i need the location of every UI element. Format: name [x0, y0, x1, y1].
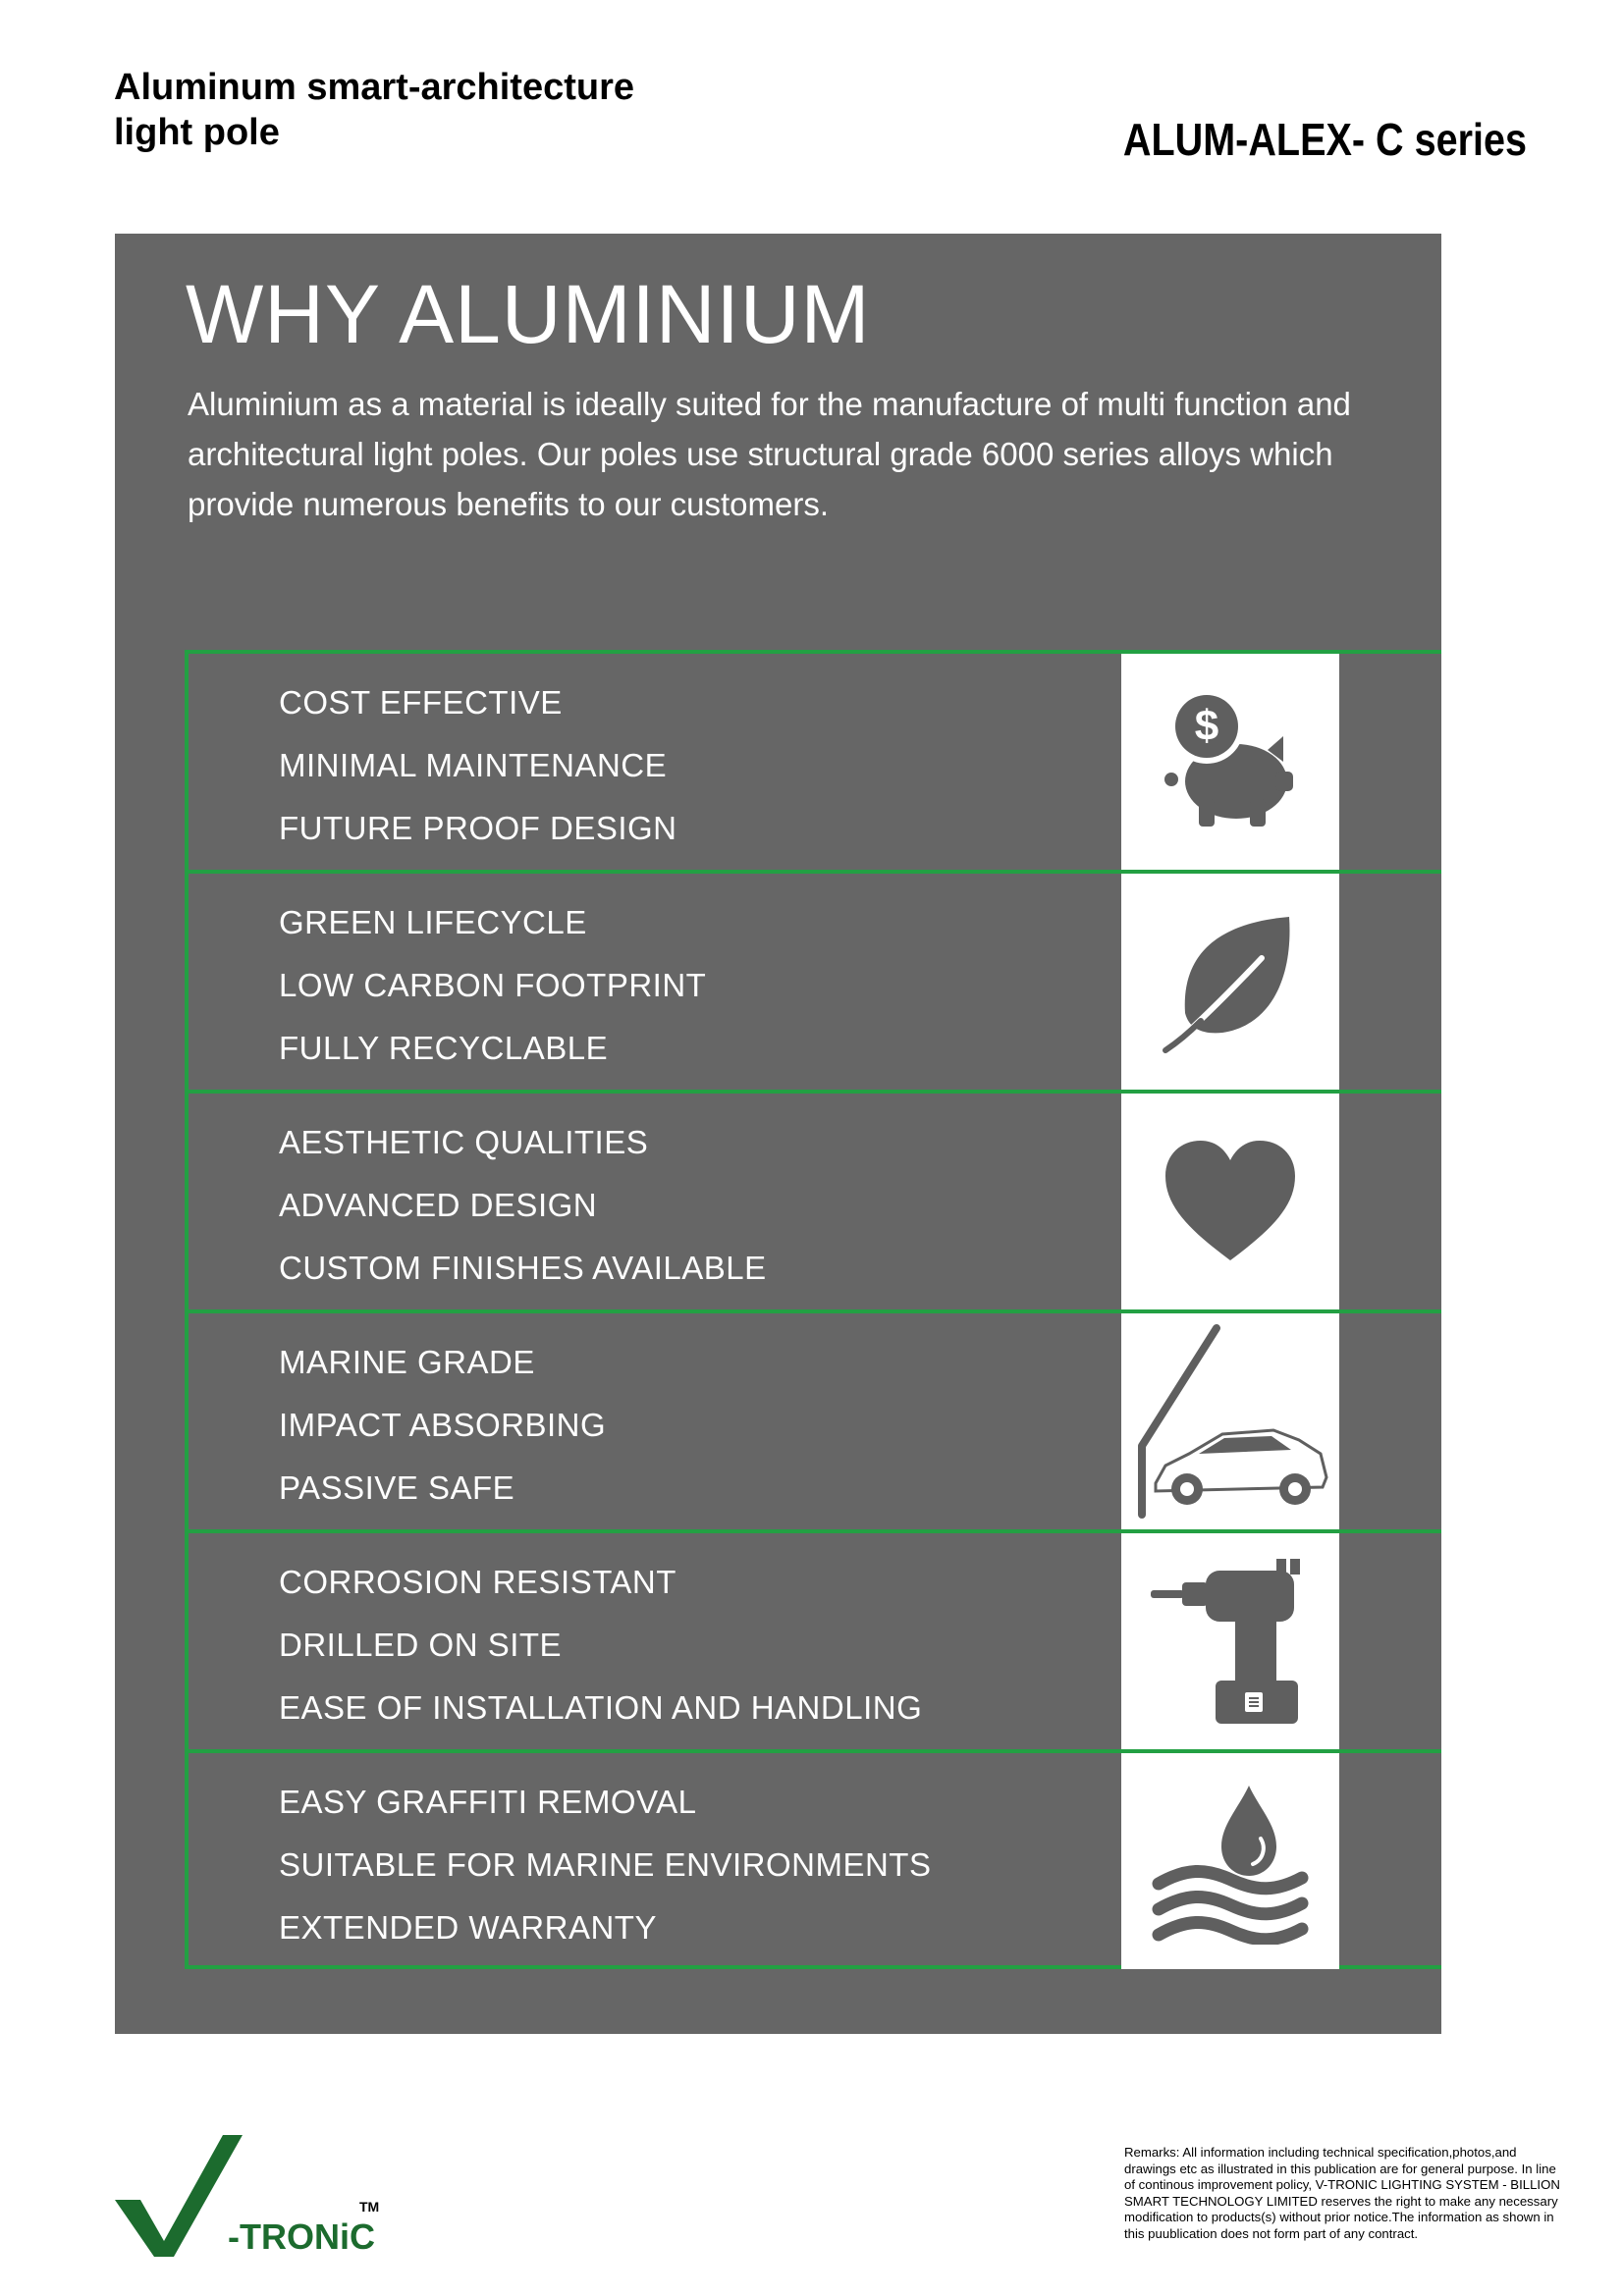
panel-intro: Aluminium as a material is ideally suited for the manufacture of multi function and architectural light poles. Our poles use structural grade 6000 series alloys which provide numerous benefits to our customers. — [188, 386, 1351, 522]
title-line-2: light pole — [114, 112, 280, 153]
leaf-icon — [1152, 903, 1309, 1060]
feature-line: IMPACT ABSORBING — [279, 1407, 607, 1443]
icon-box — [1121, 1533, 1339, 1749]
feature-row-graffiti — [185, 1749, 1441, 1969]
feature-line: EXTENDED WARRANTY — [279, 1909, 657, 1946]
feature-line: LOW CARBON FOOTPRINT — [279, 967, 707, 1003]
feature-lines — [279, 1331, 606, 1520]
panel-heading: WHY ALUMINIUM — [186, 268, 871, 360]
series-name: ALUM-ALEX- C series — [1122, 114, 1527, 165]
svg-text:$: $ — [1194, 702, 1219, 750]
feature-row-marine — [185, 1309, 1441, 1529]
feature-row-corrosion — [185, 1529, 1441, 1749]
drill-icon — [1147, 1553, 1314, 1730]
icon-box — [1121, 1753, 1339, 1969]
piggy-bank-icon — [1152, 683, 1309, 840]
feature-lines — [279, 1771, 931, 1959]
logo-text: -TRONiC — [228, 2216, 375, 2257]
feature-lines — [279, 891, 706, 1080]
feature-line: PASSIVE SAFE — [279, 1469, 515, 1506]
feature-line: EASE OF INSTALLATION AND HANDLING — [279, 1689, 923, 1726]
feature-row-cost — [185, 650, 1441, 870]
feature-line: MINIMAL MAINTENANCE — [279, 747, 668, 783]
feature-line: GREEN LIFECYCLE — [279, 904, 587, 940]
icon-box — [1121, 654, 1339, 870]
feature-line: COST EFFECTIVE — [279, 684, 563, 721]
feature-row-green — [185, 870, 1441, 1090]
feature-line: FUTURE PROOF DESIGN — [279, 810, 677, 846]
icon-box — [1121, 1094, 1339, 1309]
trademark-symbol: TM — [359, 2199, 380, 2215]
feature-line: MARINE GRADE — [279, 1344, 535, 1380]
feature-lines — [279, 1551, 922, 1739]
document-title — [114, 65, 634, 155]
remarks-text: Remarks: All information including technical specification,photos,and drawings etc as illustrated in this publication are for general purpose. In line of continous improvement policy, V-TRONIC LIGHTING SYSTEM - BILLION SMART TECHNOLOGY LIMITED reserves the right to make any necessary modification to products(s) without prior notice.The information as shown in this puublication does not form part of any contract. — [1124, 2145, 1560, 2241]
icon-box — [1121, 1313, 1339, 1529]
pole-car-icon — [1126, 1318, 1334, 1524]
water-drop-icon — [1147, 1778, 1314, 1945]
why-aluminium-panel — [115, 234, 1441, 2034]
feature-line: ADVANCED DESIGN — [279, 1187, 598, 1223]
feature-lines — [279, 1111, 767, 1300]
icon-box — [1121, 874, 1339, 1090]
feature-line: AESTHETIC QUALITIES — [279, 1124, 649, 1160]
feature-lines — [279, 671, 677, 860]
feature-line: CUSTOM FINISHES AVAILABLE — [279, 1250, 767, 1286]
feature-line: SUITABLE FOR MARINE ENVIRONMENTS — [279, 1846, 932, 1883]
heart-icon — [1152, 1123, 1309, 1280]
title-line-1: Aluminum smart-architecture — [114, 67, 635, 108]
feature-row-aesthetic — [185, 1090, 1441, 1309]
feature-line: DRILLED ON SITE — [279, 1627, 563, 1663]
feature-line: CORROSION RESISTANT — [279, 1564, 676, 1600]
feature-line: FULLY RECYCLABLE — [279, 1030, 609, 1066]
feature-line: EASY GRAFFITI REMOVAL — [279, 1784, 697, 1820]
